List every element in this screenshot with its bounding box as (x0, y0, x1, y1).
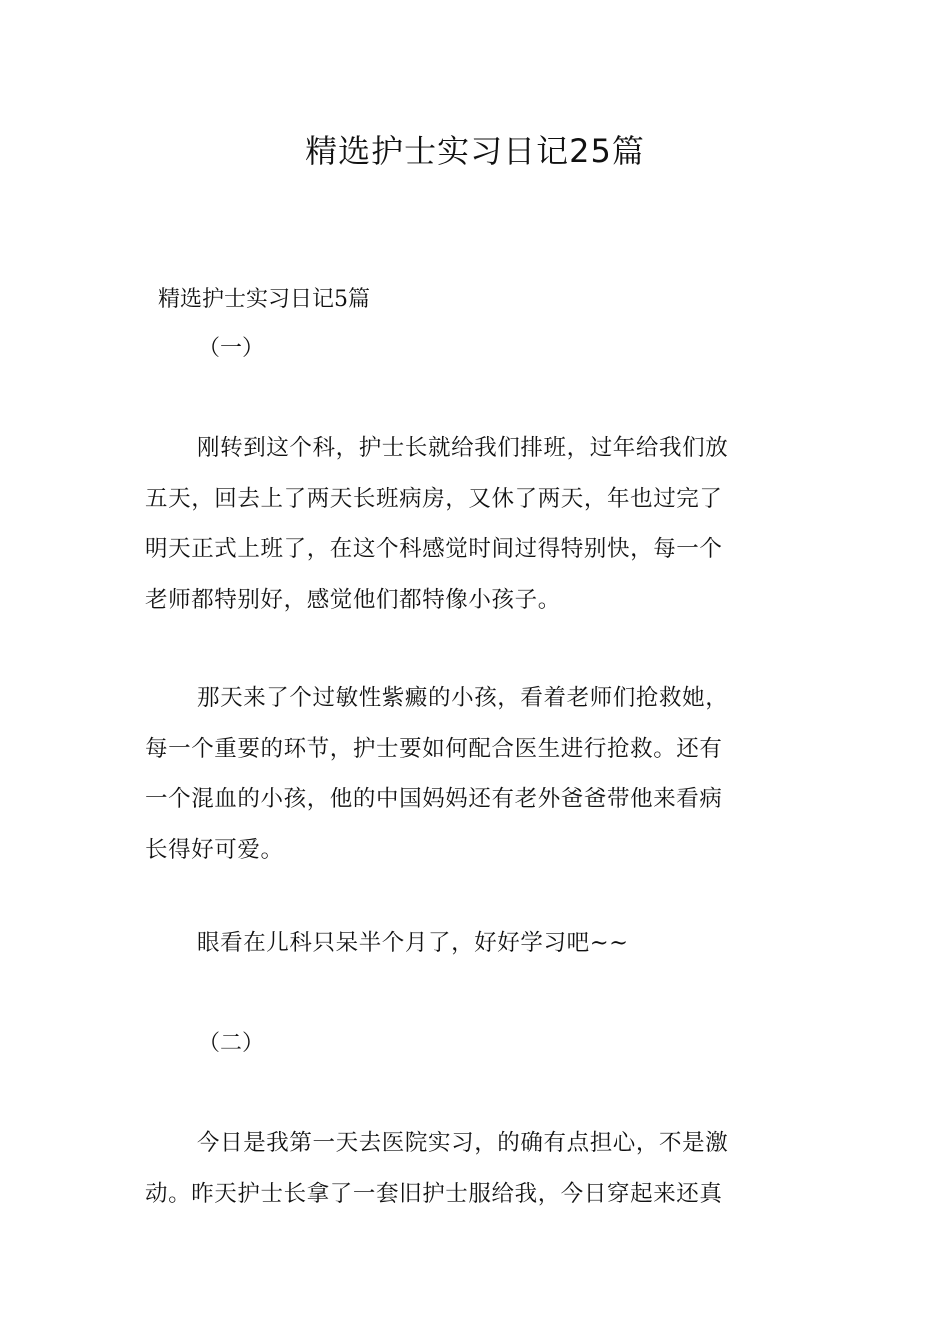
paragraph-line: 眼看在儿科只呆半个月了，好好学习吧~~ (197, 930, 629, 956)
paragraph-line: 明天正式上班了，在这个科感觉时间过得特别快，每一个 (145, 536, 723, 562)
paragraph-line: 那天来了个过敏性紫癜的小孩，看着老师们抢救她， (197, 685, 729, 711)
paragraph-line: 动。昨天护士长拿了一套旧护士服给我，今日穿起来还真 (145, 1180, 723, 1207)
paragraph-line: 刚转到这个科，护士长就给我们排班，过年给我们放 (197, 435, 729, 461)
paragraph-line: 五天，回去上了两天长班病房，又休了两天，年也过完了 (145, 485, 723, 512)
paragraph-line: 长得好可爱。 (145, 836, 284, 863)
paragraph-line: 一个混血的小孩，他的中国妈妈还有老外爸爸带他来看病 (145, 786, 723, 812)
document-title: 精选护士实习日记25篇 (305, 132, 645, 170)
paragraph-3 (145, 918, 810, 969)
paragraph-4 (145, 1118, 810, 1219)
paragraph-line: 老师都特别好，感觉他们都特像小孩子。 (145, 586, 561, 613)
section-mark-2: （二） (198, 1031, 265, 1056)
paragraph-2 (145, 673, 810, 875)
paragraph-line: 今日是我第一天去医院实习，的确有点担心，不是激 (197, 1130, 729, 1156)
document-subtitle: 精选护士实习日记5篇 (158, 287, 370, 312)
paragraph-1 (145, 423, 810, 625)
paragraph-line: 每一个重要的环节，护士要如何配合医生进行抢救。还有 (145, 735, 723, 762)
section-mark-1: （一） (198, 336, 265, 361)
